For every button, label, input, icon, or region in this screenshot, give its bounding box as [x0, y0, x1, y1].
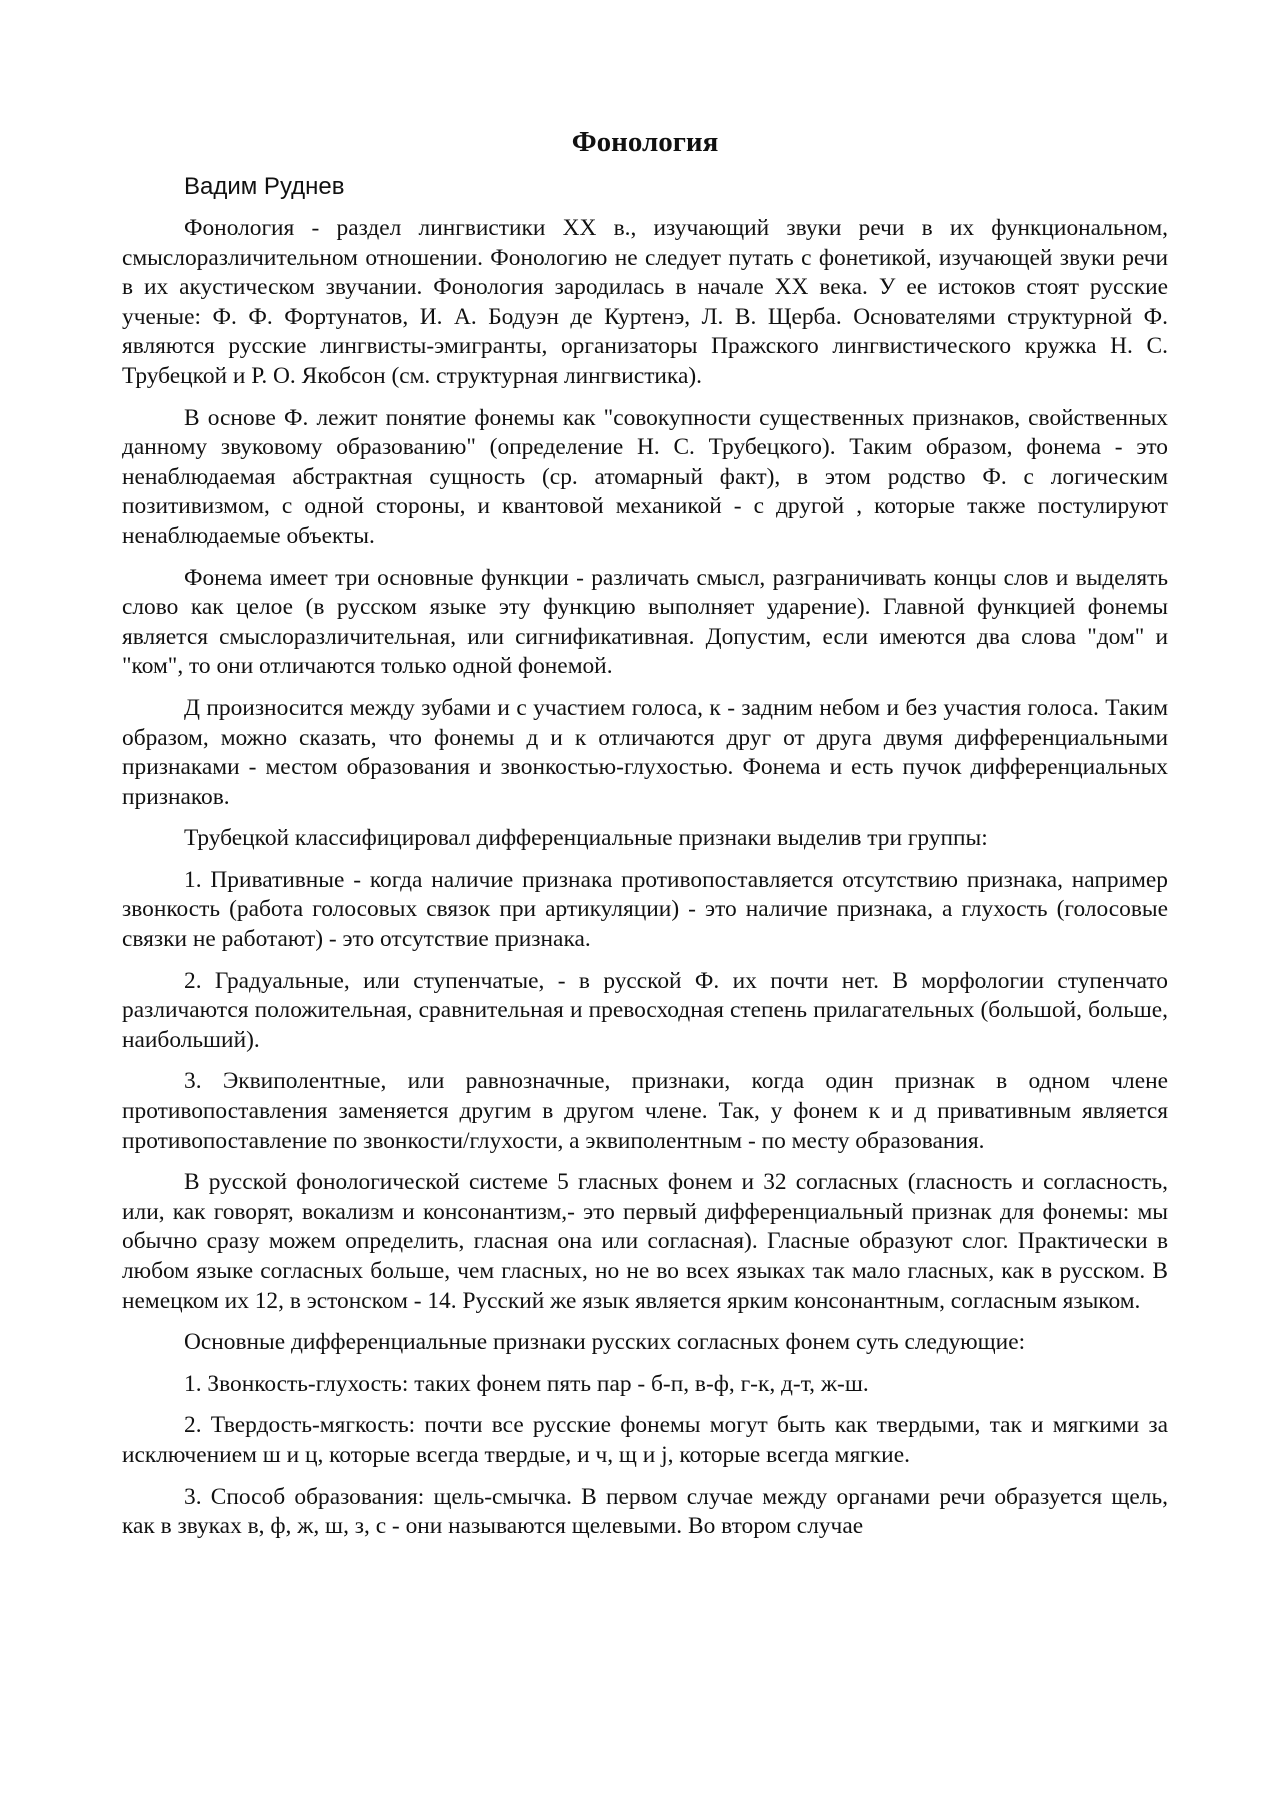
list-item-privative: 1. Привативные - когда наличие признака противопоставляется отсутствию признака, например звонкость (работа голосовых связок при артикуляции) - это наличие признака, а глухость (голосовые связки не работают) - это отсутствие признака. [122, 866, 1168, 953]
paragraph: В русской фонологической системе 5 гласных фонем и 32 согласных (гласность и согласность, или, как говорят, вокализм и консонантизм,- это первый дифференциальный признак для фонемы: мы обычно сразу можем определить, гласная она или согласная). Гласные образуют слог. Практически в любом языке согласных больше, чем гласных, но не во всех языках так мало гласных, как в русском. В немецком их 12, в эстонском - 14. Русский же язык является ярким консонантным, согласным языком. [122, 1169, 1168, 1314]
list-item-palatalization: 2. Твердость-мягкость: почти все русские фонемы могут быть как твердыми, так и мягкими за исключением ш и ц, которые всегда твердые, и ч, щ и j, которые всегда мягкие. [122, 1412, 1168, 1468]
list-item-gradual: 2. Градуальные, или ступенчатые, - в русской Ф. их почти нет. В морфологии ступенчато различаются положительная, сравнительная и превосходная степень прилагательных (большой, больше, наибольший). [122, 967, 1168, 1053]
page-title: Фонология [571, 126, 719, 158]
paragraph: Фонология - раздел лингвистики XX в., изучающий звуки речи в их функциональном, смыслоразличительном отношении. Фонологию не следует путать с фонетикой, изучающей звуки речи в их акустическом звучании. Фонология зародилась в начале XX века. У ее истоков стоят русские ученые: Ф. Ф. Фортунатов, И. А. Бодуэн де Куртенэ, Л. В. Щерба. Основателями структурной Ф. являются русские лингвисты-эмигранты, организаторы Пражского лингвистического кружка Н. С. Трубецкой и Р. О. Якобсон (см. структурная лингвистика). [122, 215, 1168, 389]
paragraph: Фонема имеет три основные функции - различать смысл, разграничивать концы слов и выделять слово как целое (в русском языке эту функцию выполняет ударение). Главной функцией фонемы является смыслоразличительная, или сигнификативная. Допустим, если имеются два слова "дом" и "ком", то они отличаются только одной фонемой. [122, 564, 1168, 680]
list-item-equipollent: 3. Эквиполентные, или равнозначные, признаки, когда один признак в одном члене противопоставления заменяется другим в другом члене. Так, у фонем к и д привативным является противопоставление по звонкости/глухости, а эквиполентным - по месту образования. [122, 1068, 1168, 1154]
paragraph: Д произносится между зубами и с участием голоса, к - задним небом и без участия голоса. Таким образом, можно сказать, что фонемы д и к отличаются друг от друга двумя дифференциальными признаками - местом образования и звонкостью-глухостью. Фонема и есть пучок дифференциальных признаков. [122, 694, 1168, 810]
paragraph: Трубецкой классифицировал дифференциальные признаки выделив три группы: [184, 825, 988, 852]
paragraph: Основные дифференциальные признаки русских согласных фонем суть следующие: [184, 1329, 1026, 1356]
paragraph: В основе Ф. лежит понятие фонемы как "совокупности существенных признаков, свойственных данному звуковому образованию" (определение Н. С. Трубецкого). Таким образом, фонема - это ненаблюдаемая абстрактная сущность (ср. атомарный факт), в этом родство Ф. с логическим позитивизмом, с одной стороны, и квантовой механикой - с другой , которые также постулируют ненаблюдаемые объекты. [122, 404, 1168, 549]
list-item-manner: 3. Способ образования: щель-смычка. В первом случае между органами речи образуется щель, как в звуках в, ф, ж, ш, з, с - они называются щелевыми. Во втором случае [122, 1483, 1168, 1540]
author-name: Вадим Руднев [184, 173, 345, 200]
list-item-voicing: 1. Звонкость-глухость: таких фонем пять пар - б-п, в-ф, г-к, д-т, ж-ш. [184, 1370, 869, 1397]
